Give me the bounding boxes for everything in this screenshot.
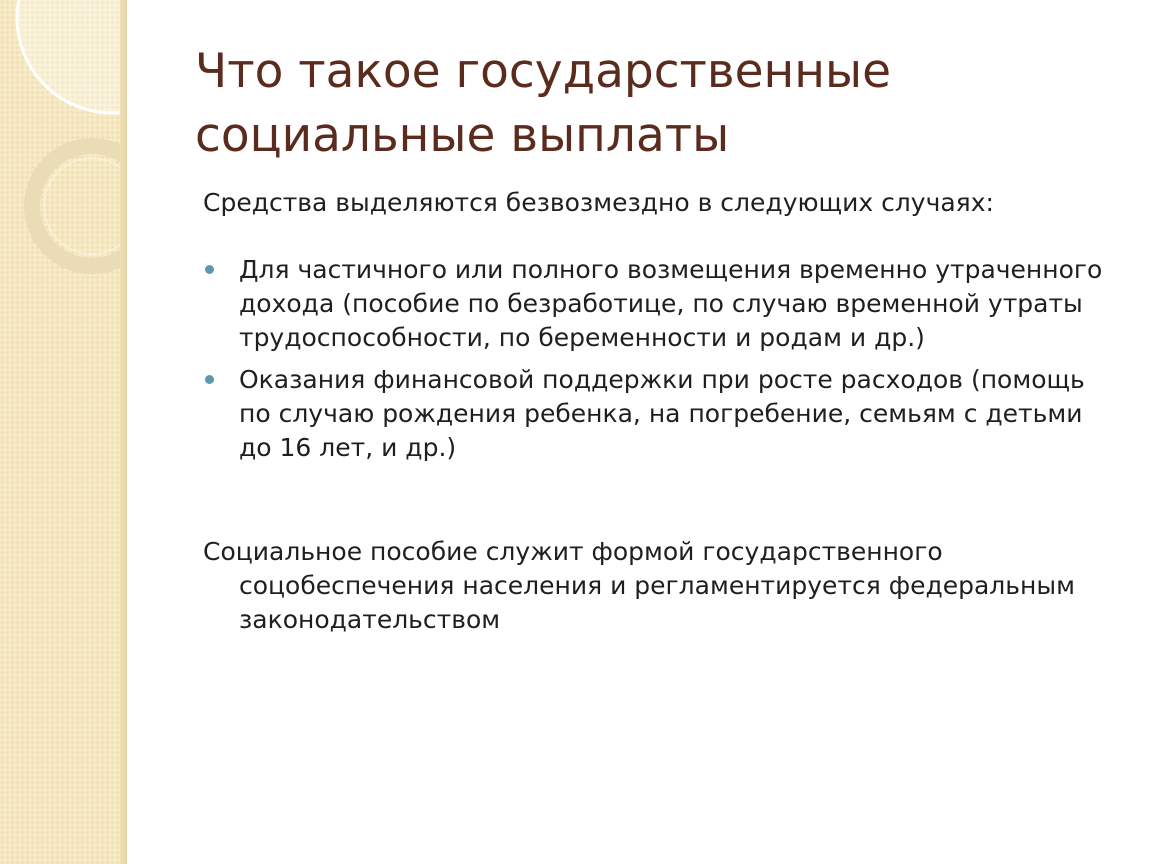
bullet-text: Для частичного или полного возмещения временно утраченного дохода (пособие по безработице, по случаю временной утраты трудоспособности, по беременности и родам и др.) xyxy=(239,255,1103,352)
side-panel-edge xyxy=(120,0,127,864)
bullet-text: Оказания финансовой поддержки при росте расходов (помощь по случаю рождения ребенка, на погребение, семьям с детьми до 16 лет, и др.) xyxy=(239,365,1085,462)
decorative-circles xyxy=(0,0,127,864)
bullet-list xyxy=(203,253,1118,473)
bullet-dot-icon xyxy=(205,265,214,274)
bullet-item xyxy=(203,363,1118,465)
slide-title: Что такое государственные социальные выплаты xyxy=(195,44,892,163)
closing-text: Социальное пособие служит формой государственного соцобеспечения населения и регламентируется федеральным законодательством xyxy=(203,537,1075,634)
bullet-item xyxy=(203,253,1118,355)
decorative-side-panel xyxy=(0,0,127,864)
bullet-dot-icon xyxy=(205,375,214,384)
intro-text: Средства выделяются безвозмездно в следующих случаях: xyxy=(203,188,994,217)
